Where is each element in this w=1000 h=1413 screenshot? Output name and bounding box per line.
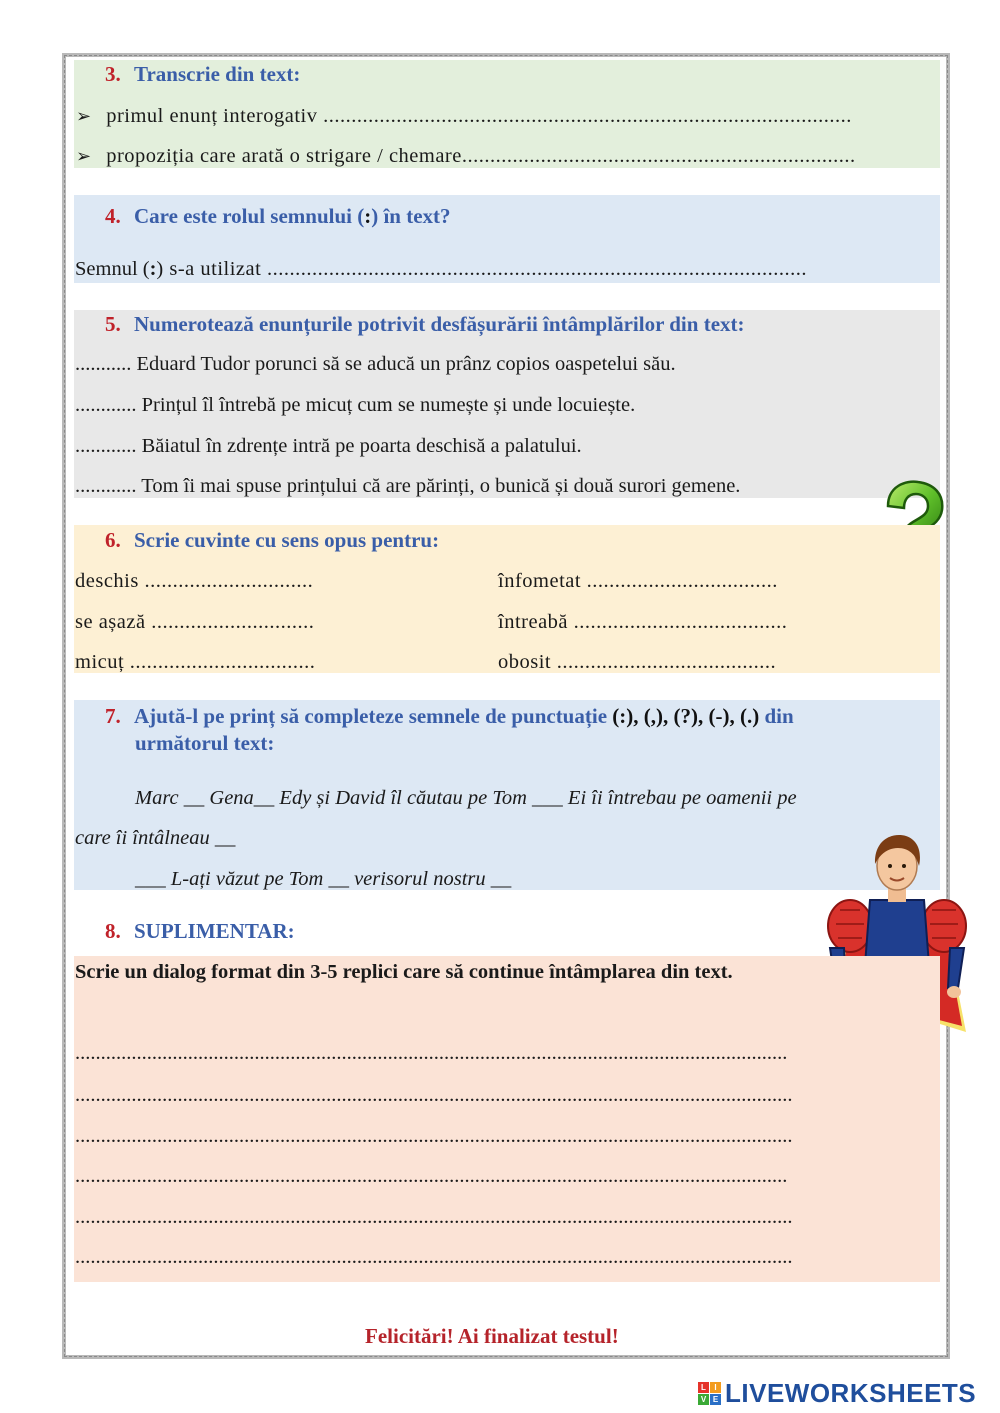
section-8-number: 8.	[105, 919, 121, 943]
q3-bullet-1-text: primul enunț interogativ ..............................................................................................	[106, 105, 852, 127]
section-5-heading	[105, 312, 745, 336]
antonym-se-aseaza: se așază .............................	[75, 611, 315, 633]
q5-item-2: ............ Prințul îl întrebă pe micuț cum se numește și unde locuiește.	[75, 394, 636, 416]
arrow-bullet-icon: ➢	[76, 146, 92, 166]
antonym-infometat: înfometat ..................................	[498, 570, 778, 592]
dialog-line-5: ............................................................................................................................................	[75, 1206, 793, 1228]
section-3-heading	[105, 62, 300, 86]
liveworksheets-logo-icon	[698, 1382, 721, 1405]
liveworksheets-wordmark: LIVEWORKSHEETS	[725, 1378, 977, 1408]
dialog-line-3: ............................................................................................................................................	[75, 1125, 793, 1147]
q5-item-1: ........... Eduard Tudor porunci să se aducă un prânz copios oaspetelui său.	[75, 353, 676, 375]
section-4-title-end: ) în text?	[371, 204, 451, 228]
dialog-line-6: ............................................................................................................................................	[75, 1246, 793, 1268]
section-6-heading	[105, 528, 439, 552]
colon-symbol: :	[149, 258, 157, 280]
section-7-title-start: Ajută-l pe prinț să completeze semnele de punctuație	[134, 704, 608, 728]
dialog-line-2: ............................................................................................................................................	[75, 1084, 793, 1106]
section-6-number: 6.	[105, 528, 121, 552]
q5-item-3: ............ Băiatul în zdrențe intră pe poarta deschisă a palatului.	[75, 435, 582, 457]
section-4-heading	[105, 204, 451, 228]
section-5-number: 5.	[105, 312, 121, 336]
antonym-obosit: obosit .......................................	[498, 651, 777, 673]
logo-letter-e: E	[710, 1394, 721, 1405]
punctuation-marks: (:), (,), (?), (-), (.)	[612, 704, 760, 728]
section-6-title: Scrie cuvinte cu sens opus pentru:	[134, 528, 440, 552]
section-7-heading	[105, 704, 794, 728]
section-8-heading	[105, 919, 295, 943]
q7-text-line-3: ___ L-ați văzut pe Tom __ verisorul nostru __	[135, 868, 512, 890]
section-7-number: 7.	[105, 704, 121, 728]
section-3-number: 3.	[105, 62, 121, 86]
arrow-bullet-icon: ➢	[76, 106, 92, 126]
dialog-line-1: ...........................................................................................................................................	[75, 1042, 788, 1064]
section-3-title: Transcrie din text:	[134, 62, 301, 86]
section-5-title: Numerotează enunțurile potrivit desfășurării întâmplărilor din text:	[134, 312, 745, 336]
liveworksheets-logo	[698, 1378, 976, 1409]
q3-bullet-2-text: propoziția care arată o strigare / chemare......................................................................	[106, 145, 856, 167]
q4-answer-line	[75, 257, 807, 281]
logo-letter-v: V	[698, 1394, 709, 1405]
q7-text-line-1: Marc __ Gena__ Edy și David îl căutau pe Tom ___ Ei îi întrebau pe oamenii pe	[135, 787, 797, 809]
q7-text-line-2: care îi întâlneau __	[75, 827, 236, 849]
colon-symbol: :	[364, 204, 372, 228]
antonym-intreaba: întreabă ......................................	[498, 611, 788, 633]
q5-item-4: ............ Tom îi mai spuse prințului că are părinți, o bunică și două surori gemene.	[75, 475, 741, 497]
logo-letter-l: L	[698, 1382, 709, 1393]
q3-bullet-2	[76, 144, 856, 168]
congrats-message: Felicitări! Ai finalizat testul!	[365, 1324, 619, 1348]
antonym-deschis: deschis ..............................	[75, 570, 314, 592]
section-7-title-end: următorul text:	[135, 731, 275, 755]
q4-line-end: ) s-a utilizat ................................................................................................	[156, 258, 807, 280]
section-8-title: SUPLIMENTAR:	[134, 919, 295, 943]
antonym-micut: micuț .................................	[75, 651, 316, 673]
dialog-line-4: ...........................................................................................................................................	[75, 1165, 788, 1187]
section-4-title-start: Care este rolul semnului (	[134, 204, 365, 228]
section-7-title-din: din	[764, 704, 794, 728]
q8-instruction: Scrie un dialog format din 3-5 replici care să continue întâmplarea din text.	[75, 961, 733, 983]
q4-line-start: Semnul (	[75, 258, 150, 280]
section-4-number: 4.	[105, 204, 121, 228]
q3-bullet-1	[76, 104, 852, 128]
logo-letter-i: I	[710, 1382, 721, 1393]
section-8-background	[74, 956, 940, 1282]
